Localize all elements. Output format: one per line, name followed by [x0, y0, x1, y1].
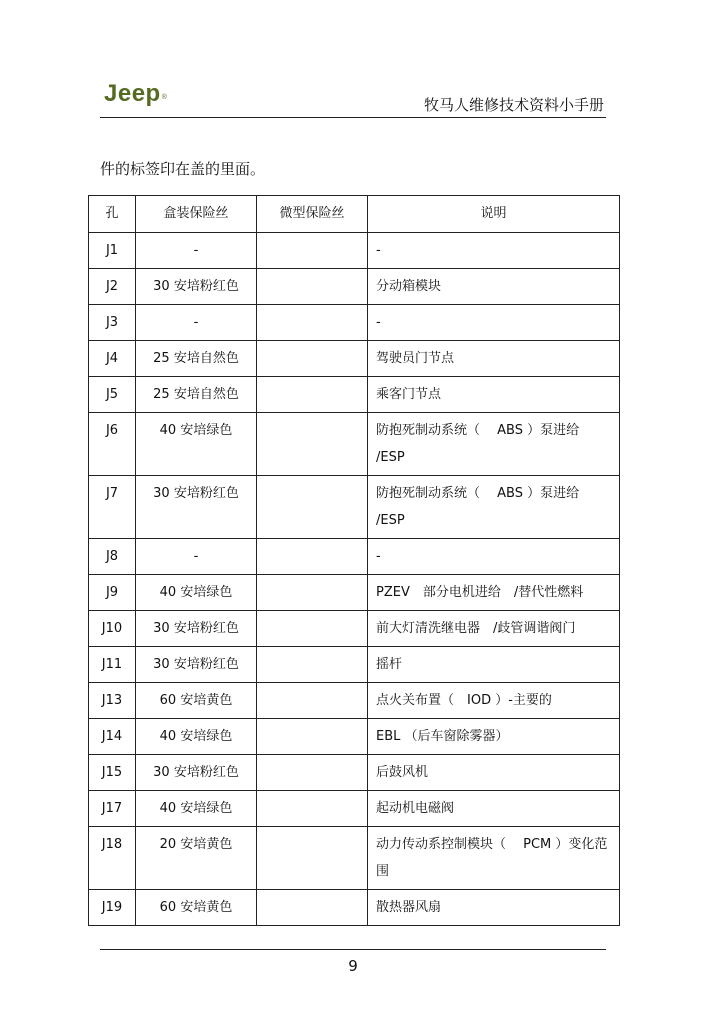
cell-box-fuse: - [136, 539, 257, 575]
cell-box-fuse: - [136, 305, 257, 341]
table-row [89, 233, 620, 269]
cell-box-fuse: 40 安培绿色 [136, 413, 257, 476]
cell-description: - [368, 539, 620, 575]
cell-box-fuse: 30 安培粉红色 [136, 611, 257, 647]
cell-hole: J5 [89, 377, 136, 413]
cell-description: 起动机电磁阀 [368, 791, 620, 827]
header-title: 牧马人维修技术资料小手册 [423, 96, 604, 114]
cell-hole: J6 [89, 413, 136, 476]
header-divider [100, 117, 606, 118]
cell-hole: J4 [89, 341, 136, 377]
table-body [89, 233, 620, 926]
cell-mini-fuse [257, 575, 368, 611]
table-row [89, 683, 620, 719]
cell-hole: J2 [89, 269, 136, 305]
footer-divider [100, 949, 606, 950]
cell-box-fuse: 40 安培绿色 [136, 719, 257, 755]
cell-box-fuse: 30 安培粉红色 [136, 269, 257, 305]
table-row [89, 269, 620, 305]
logo-registered-mark: ® [161, 94, 168, 101]
cell-hole: J9 [89, 575, 136, 611]
cell-hole: J7 [89, 476, 136, 539]
cell-box-fuse: 40 安培绿色 [136, 575, 257, 611]
table-row [89, 611, 620, 647]
table-row [89, 476, 620, 539]
header-mini-fuse: 微型保险丝 [257, 196, 368, 233]
table-row [89, 575, 620, 611]
header-hole: 孔 [89, 196, 136, 233]
cell-description: 驾驶员门节点 [368, 341, 620, 377]
cell-mini-fuse [257, 890, 368, 926]
cell-mini-fuse [257, 827, 368, 890]
cell-description: 散热器风扇 [368, 890, 620, 926]
cell-description: 乘客门节点 [368, 377, 620, 413]
cell-mini-fuse [257, 791, 368, 827]
header-box-fuse: 盒装保险丝 [136, 196, 257, 233]
table-row [89, 413, 620, 476]
intro-text: 件的标签印在盖的里面。 [100, 160, 266, 178]
table-row [89, 647, 620, 683]
cell-hole: J14 [89, 719, 136, 755]
fuse-table [88, 195, 620, 926]
table-row [89, 755, 620, 791]
cell-box-fuse: - [136, 233, 257, 269]
cell-description: 摇杆 [368, 647, 620, 683]
cell-mini-fuse [257, 647, 368, 683]
cell-mini-fuse [257, 341, 368, 377]
jeep-logo [104, 80, 167, 108]
cell-description: 后鼓风机 [368, 755, 620, 791]
cell-description: - [368, 305, 620, 341]
cell-mini-fuse [257, 476, 368, 539]
cell-box-fuse: 20 安培黄色 [136, 827, 257, 890]
cell-mini-fuse [257, 755, 368, 791]
cell-description: - [368, 233, 620, 269]
cell-hole: J8 [89, 539, 136, 575]
cell-hole: J15 [89, 755, 136, 791]
cell-description: 防抱死制动系统（ ABS ）泵进给 /ESP [368, 476, 620, 539]
cell-box-fuse: 60 安培黄色 [136, 890, 257, 926]
cell-mini-fuse [257, 413, 368, 476]
cell-hole: J3 [89, 305, 136, 341]
cell-box-fuse: 30 安培粉红色 [136, 755, 257, 791]
cell-description: 动力传动系控制模块（ PCM ）变化范围 [368, 827, 620, 890]
cell-mini-fuse [257, 539, 368, 575]
cell-description: 前大灯清洗继电器 /歧管调谐阀门 [368, 611, 620, 647]
table-row [89, 890, 620, 926]
cell-mini-fuse [257, 305, 368, 341]
cell-hole: J1 [89, 233, 136, 269]
table-row [89, 791, 620, 827]
cell-box-fuse: 60 安培黄色 [136, 683, 257, 719]
cell-hole: J11 [89, 647, 136, 683]
cell-hole: J10 [89, 611, 136, 647]
cell-mini-fuse [257, 611, 368, 647]
table-row [89, 341, 620, 377]
cell-hole: J18 [89, 827, 136, 890]
cell-description: 分动箱模块 [368, 269, 620, 305]
cell-box-fuse: 30 安培粉红色 [136, 647, 257, 683]
cell-mini-fuse [257, 719, 368, 755]
cell-box-fuse: 25 安培自然色 [136, 377, 257, 413]
table-row [89, 827, 620, 890]
table-row [89, 305, 620, 341]
cell-box-fuse: 40 安培绿色 [136, 791, 257, 827]
cell-hole: J19 [89, 890, 136, 926]
cell-mini-fuse [257, 683, 368, 719]
page-number: 9 [348, 957, 358, 975]
cell-box-fuse: 25 安培自然色 [136, 341, 257, 377]
cell-mini-fuse [257, 377, 368, 413]
cell-description: PZEV 部分电机进给 /替代性燃料 [368, 575, 620, 611]
table-header-row [89, 196, 620, 233]
header-description: 说明 [368, 196, 620, 233]
cell-mini-fuse [257, 269, 368, 305]
table-row [89, 719, 620, 755]
cell-hole: J17 [89, 791, 136, 827]
cell-box-fuse: 30 安培粉红色 [136, 476, 257, 539]
table-row [89, 539, 620, 575]
cell-description: 防抱死制动系统（ ABS ）泵进给 /ESP [368, 413, 620, 476]
cell-description: 点火关布置（ IOD ）-主要的 [368, 683, 620, 719]
cell-description: EBL （后车窗除雾器） [368, 719, 620, 755]
table-row [89, 377, 620, 413]
cell-mini-fuse [257, 233, 368, 269]
cell-hole: J13 [89, 683, 136, 719]
logo-text: Jeep [104, 80, 161, 107]
